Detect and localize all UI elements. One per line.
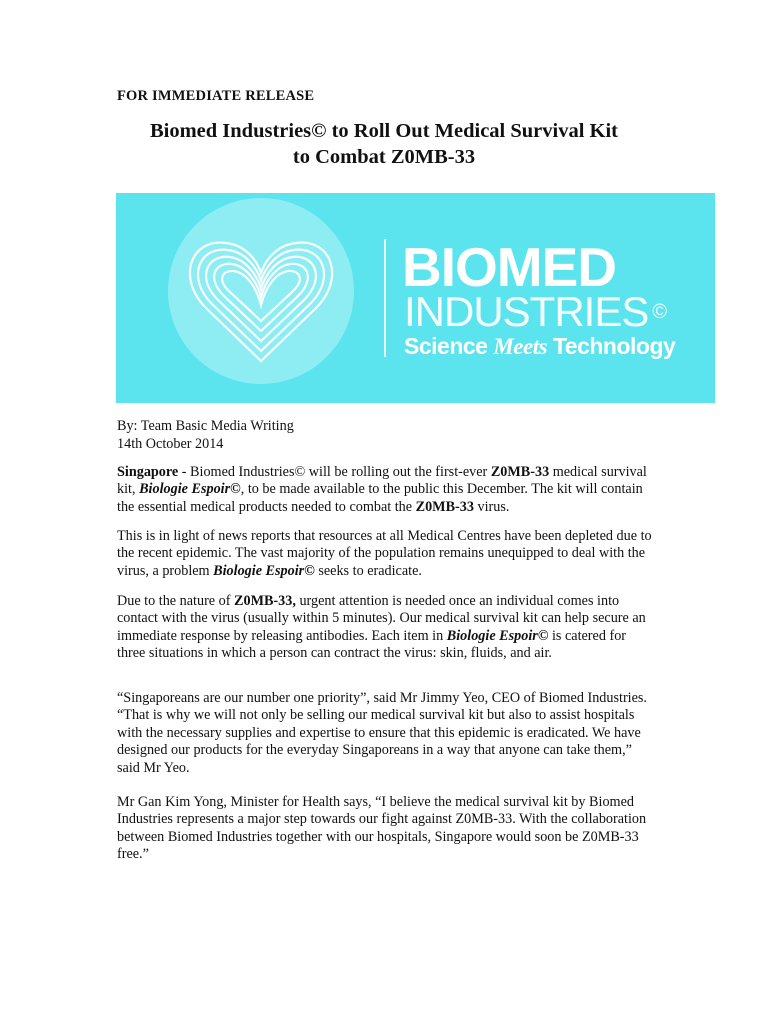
virus-name: Z0MB-33, <box>234 593 296 609</box>
p2-text-2: seeks to eradicate. <box>314 562 422 579</box>
tagline-technology: Technology <box>552 333 676 359</box>
virus-name: Z0MB-33 <box>415 498 474 515</box>
brand-tagline <box>404 333 675 360</box>
headline-line-1: Biomed Industries© to Roll Out Medical Survival Kit <box>149 120 619 142</box>
paragraph-5-quote: Mr Gan Kim Yong, Minister for Health says, “I believe the medical survival kit by Biomed Industries represents a major step towards our fight against Z0MB-33. With the collaboration between Biomed Industries together with our hospitals, Singapore would soon be Z0MB-33 free.” <box>117 794 647 863</box>
product-name: Biologie Espoir© <box>213 562 315 579</box>
brand-industries: INDUSTRIES <box>404 288 649 335</box>
paragraph-2 <box>117 528 657 580</box>
p1-text-2: medical survival kit, <box>117 464 647 498</box>
byline-author: By: Team Basic Media Writing <box>117 418 294 434</box>
press-release-headline <box>100 118 668 170</box>
p3-text-1: Due to the nature of <box>117 593 235 609</box>
brand-copyright-mark: © <box>652 301 667 323</box>
logo-divider <box>384 239 386 357</box>
product-name: Biologie Espoir© <box>446 627 549 644</box>
dateline: Singapore <box>117 464 179 480</box>
paragraph-4-quote: “Singaporeans are our number one priority”, said Mr Jimmy Yeo, CEO of Biomed Industries. “That is why we will not only be selling our medical survival kit but also to assist hospitals with the necessary supplies and expertise to ensure that this epidemic is eradicated. We have designed our products for the everyday Singaporeans in a way that anyone can take them,” said Mr Yeo. <box>117 690 647 776</box>
biomed-logo-banner <box>116 193 715 403</box>
product-name: Biologie Espoir© <box>139 481 241 498</box>
p3-text-2: urgent attention is needed once an individual comes into contact with the virus (usually within 5 minutes). Our medical survival kit can help secure an immediate response by releasing antibodies. Each item in <box>117 593 646 644</box>
tagline-meets: Meets <box>493 334 548 359</box>
headline-line-2: to Combat Z0MB-33 <box>292 146 476 168</box>
p1-text-3: , to be made available to the public this December. The kit will contain the essential medical products needed to combat the <box>117 481 643 515</box>
p2-text-1: This is in light of news reports that resources at all Medical Centres have been depleted due to the recent epidemic. The vast majority of the population remains unequipped to deal with the virus, a problem <box>117 528 652 579</box>
p3-text-3: is catered for three situations in which a person can contract the virus: skin, fluids, and air. <box>117 627 627 662</box>
paragraph-3 <box>117 593 657 663</box>
p1-text-4: virus. <box>473 498 510 515</box>
release-kicker: FOR IMMEDIATE RELEASE <box>117 88 315 104</box>
p1-text-1: - Biomed Industries© will be rolling out the first-ever <box>178 464 491 480</box>
virus-name: Z0MB-33 <box>490 464 550 480</box>
brand-name: BIOMED <box>402 236 616 298</box>
tagline-science: Science <box>404 333 488 359</box>
brand-subname <box>404 288 667 335</box>
byline-date: 14th October 2014 <box>117 436 224 452</box>
paragraph-1 <box>117 464 657 516</box>
byline <box>117 417 294 453</box>
